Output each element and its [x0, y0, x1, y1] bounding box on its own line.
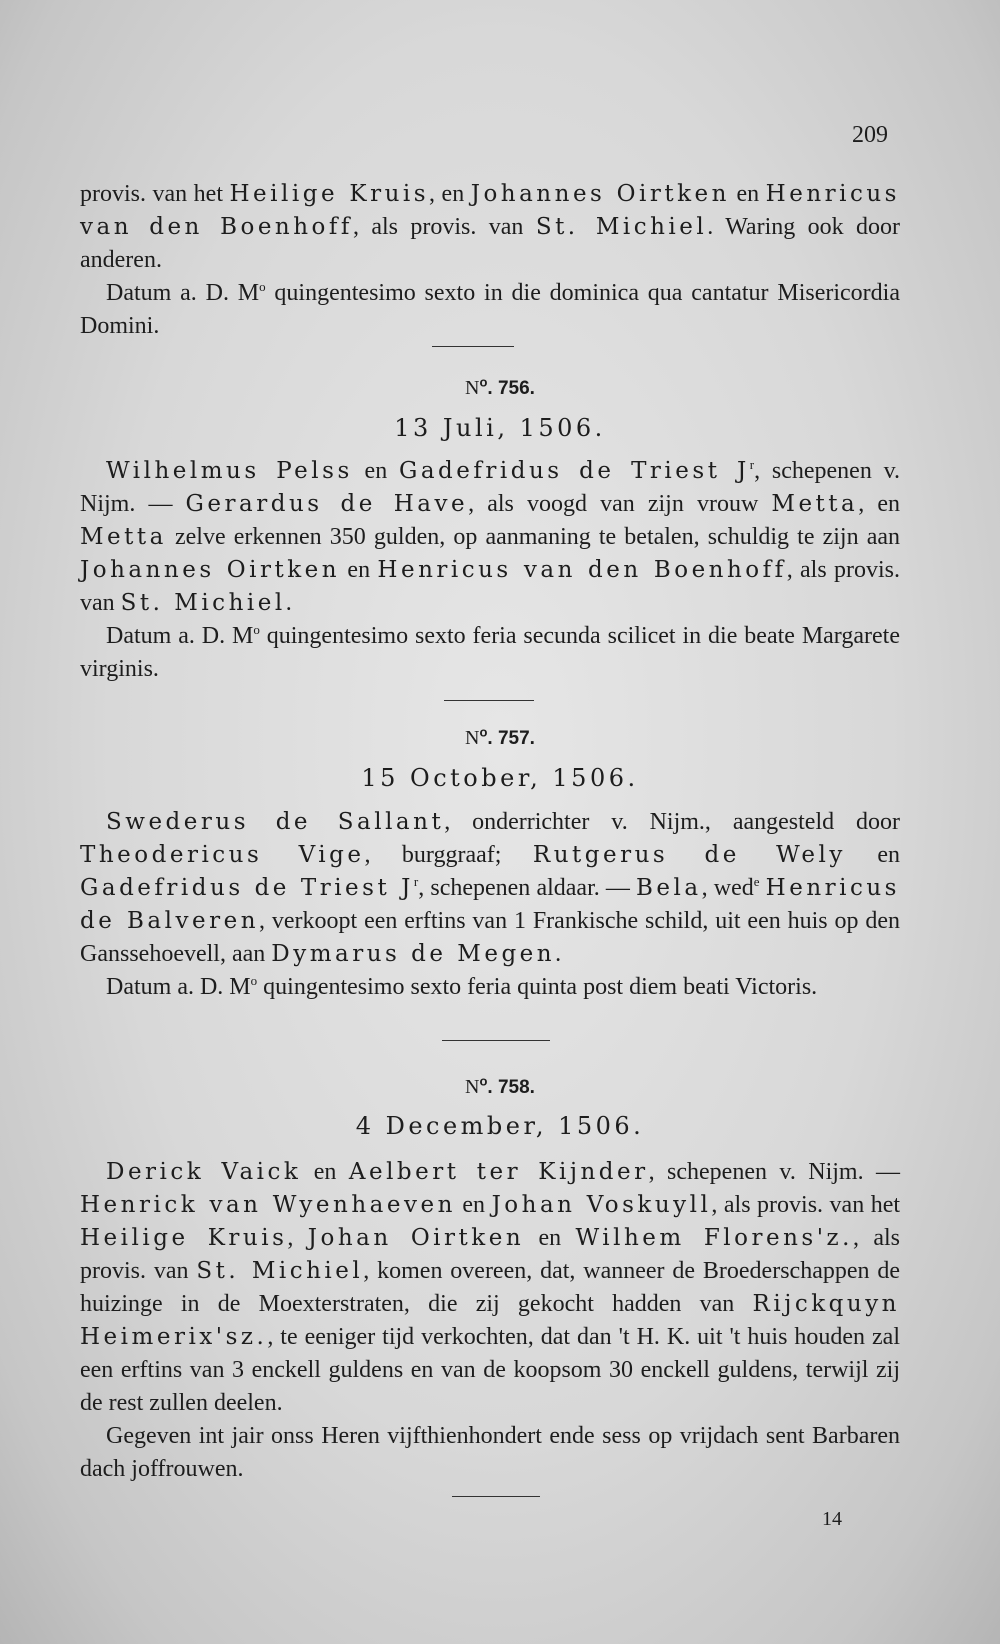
- text-run: , als provis. van: [352, 214, 536, 240]
- number-label: N: [465, 377, 480, 399]
- entry-body: [80, 455, 900, 686]
- intro-paragraph: [80, 178, 900, 277]
- text-run: , en: [429, 181, 471, 207]
- entry-body: [80, 806, 900, 1004]
- text-run: , als provis. van: [80, 557, 900, 616]
- text-run: , wed: [701, 875, 754, 901]
- superscript: o: [259, 279, 266, 294]
- text-run: en: [524, 1225, 576, 1251]
- text-run: en: [729, 181, 766, 207]
- text-run: en: [455, 1192, 492, 1218]
- section-divider: [442, 1040, 550, 1041]
- section-divider: [432, 346, 514, 347]
- datum-paragraph: [80, 620, 900, 686]
- spaced-name: Henricus de Balveren: [80, 875, 900, 934]
- superscript: o: [479, 1073, 488, 1089]
- entry-number: [0, 724, 1000, 750]
- text-run: ,: [287, 1225, 308, 1251]
- number-value: . 758.: [487, 1077, 535, 1098]
- signature-mark: 14: [822, 1508, 842, 1530]
- spaced-name: St. Michiel: [196, 1258, 364, 1284]
- spaced-name: Johan Oirtken: [307, 1225, 525, 1251]
- text-run: , verkoopt een erftins van 1 Frankische schild, uit een huis op den Ganssehoevell, aan: [80, 908, 901, 967]
- text-run: quingentesimo sexto in die dominica qua cantatur Misericordia Domini.: [80, 280, 900, 339]
- spaced-name: St. Michiel: [120, 590, 286, 616]
- section-divider: [452, 1496, 540, 1497]
- text-run: provis. van het: [80, 181, 230, 207]
- spaced-name: Gadefridus de Triest J: [398, 458, 750, 484]
- number-label: N: [465, 1076, 480, 1098]
- text-run: Datum a. D. M: [106, 623, 254, 649]
- spaced-name: Rutgerus de Wely: [532, 842, 846, 868]
- superscript: o: [250, 973, 258, 988]
- number-label: N: [465, 727, 480, 749]
- text-run: en: [340, 557, 378, 583]
- entry-date: 15 October, 1506.: [361, 764, 639, 792]
- entry-number: [0, 374, 1000, 400]
- text-run: , als provis. van het: [711, 1192, 901, 1218]
- spaced-name: Henricus van den Boenhoff: [80, 181, 900, 240]
- spaced-name: Aelbert ter Kijnder: [348, 1159, 649, 1185]
- text-run: , schepenen aldaar. —: [418, 875, 637, 901]
- spaced-name: Gadefridus de Triest J: [80, 875, 414, 901]
- section-divider: [444, 700, 534, 701]
- spaced-name: Metta: [771, 491, 859, 517]
- text-run: quingentesimo sexto feria quinta post diem beati Victoris.: [257, 974, 818, 1000]
- spaced-name: Johannes Oirtken: [80, 557, 341, 583]
- spaced-name: Bela: [636, 875, 702, 901]
- entry-paragraph: [80, 1156, 900, 1420]
- text-run: en: [301, 1159, 349, 1185]
- spaced-name: Theodericus Vige: [80, 842, 365, 868]
- text-run: , onderrichter v. Nijm., aangesteld door: [444, 809, 901, 835]
- text-run: quingentesimo sexto feria secunda scilicet in die beate Margarete virginis.: [80, 623, 900, 682]
- spaced-name: Heilige Kruis: [229, 181, 430, 207]
- superscript: o: [479, 724, 488, 740]
- text-run: , als voogd van zijn vrouw: [468, 491, 772, 517]
- spaced-name: Wilhelmus Pelss: [106, 458, 353, 484]
- superscript: r: [413, 874, 419, 889]
- entry-number: [0, 1073, 1000, 1099]
- spaced-name: Johan Voskuyll: [491, 1192, 712, 1218]
- text-run: , en: [858, 491, 901, 517]
- datum-paragraph: [80, 1420, 900, 1486]
- text-run: , te eeniger tijd verkochten, dat dan 't H. K. uit 't huis houden zal een erftins van 3 enckell guldens en van de koopsom 30 enckell guldens, terwijl zij de rest zullen deelen.: [80, 1324, 900, 1416]
- superscript: o: [253, 622, 260, 637]
- spaced-name: Johannes Oirtken: [470, 181, 730, 207]
- number-value: . 756.: [487, 378, 535, 399]
- text-run: , burggraaf;: [364, 842, 533, 868]
- spaced-name: Heilige Kruis: [80, 1225, 288, 1251]
- intro-datum-paragraph: [80, 277, 900, 343]
- intro-section: [80, 178, 900, 343]
- spaced-name: Gerardus de Have: [185, 491, 469, 517]
- entry-date: 13 Juli, 1506.: [394, 414, 606, 442]
- spaced-name: Henricus van den Boenhoff: [377, 557, 787, 583]
- text-run: .: [555, 941, 562, 967]
- number-value: . 757.: [487, 728, 535, 749]
- spaced-name: Henrick van Wyenhaeven: [80, 1192, 456, 1218]
- text-run: , schepenen v. Nijm. —: [80, 458, 901, 517]
- spaced-name: Metta: [80, 524, 167, 550]
- text-run: , schepenen v. Nijm. —: [648, 1159, 901, 1185]
- entry-date: 4 December, 1506.: [355, 1112, 645, 1140]
- text-run: , komen overeen, dat, wanneer de Broederschappen de huizinge in de Moexterstraten, die zij gekocht hadden van: [80, 1258, 900, 1317]
- text-run: Gegeven int jair onss Heren vijfthienhondert ende sess op vrijdach sent Barbaren dach joffrouwen.: [80, 1423, 900, 1482]
- text-run: en: [845, 842, 900, 868]
- text-run: zelve erkennen 350 gulden, op aanmaning te betalen, schuldig te zijn aan: [166, 524, 900, 550]
- text-run: Datum a. D. M: [106, 974, 251, 1000]
- entry-body: [80, 1156, 900, 1486]
- superscript: e: [753, 874, 760, 889]
- datum-paragraph: [80, 971, 900, 1004]
- text-run: .: [285, 590, 292, 616]
- text-run: . Waring ook door anderen.: [80, 214, 901, 273]
- text-run: en: [352, 458, 399, 484]
- spaced-name: Dymarus de Megen: [271, 941, 556, 967]
- superscript: o: [479, 374, 488, 390]
- spaced-name: St. Michiel: [535, 214, 708, 240]
- page-number: 209: [852, 122, 888, 148]
- text-run: Datum a. D. M: [106, 280, 260, 306]
- entry-paragraph: [80, 806, 900, 971]
- entry-paragraph: [80, 455, 900, 620]
- superscript: r: [749, 457, 755, 472]
- spaced-name: Swederus de Sallant: [106, 809, 445, 835]
- spaced-name: Wilhem Florens'z.: [575, 1225, 853, 1251]
- text-run: , als provis. van: [80, 1225, 900, 1284]
- spaced-name: Derick Vaick: [106, 1159, 302, 1185]
- spaced-name: Rijckquyn Heimerix'sz.: [80, 1291, 900, 1350]
